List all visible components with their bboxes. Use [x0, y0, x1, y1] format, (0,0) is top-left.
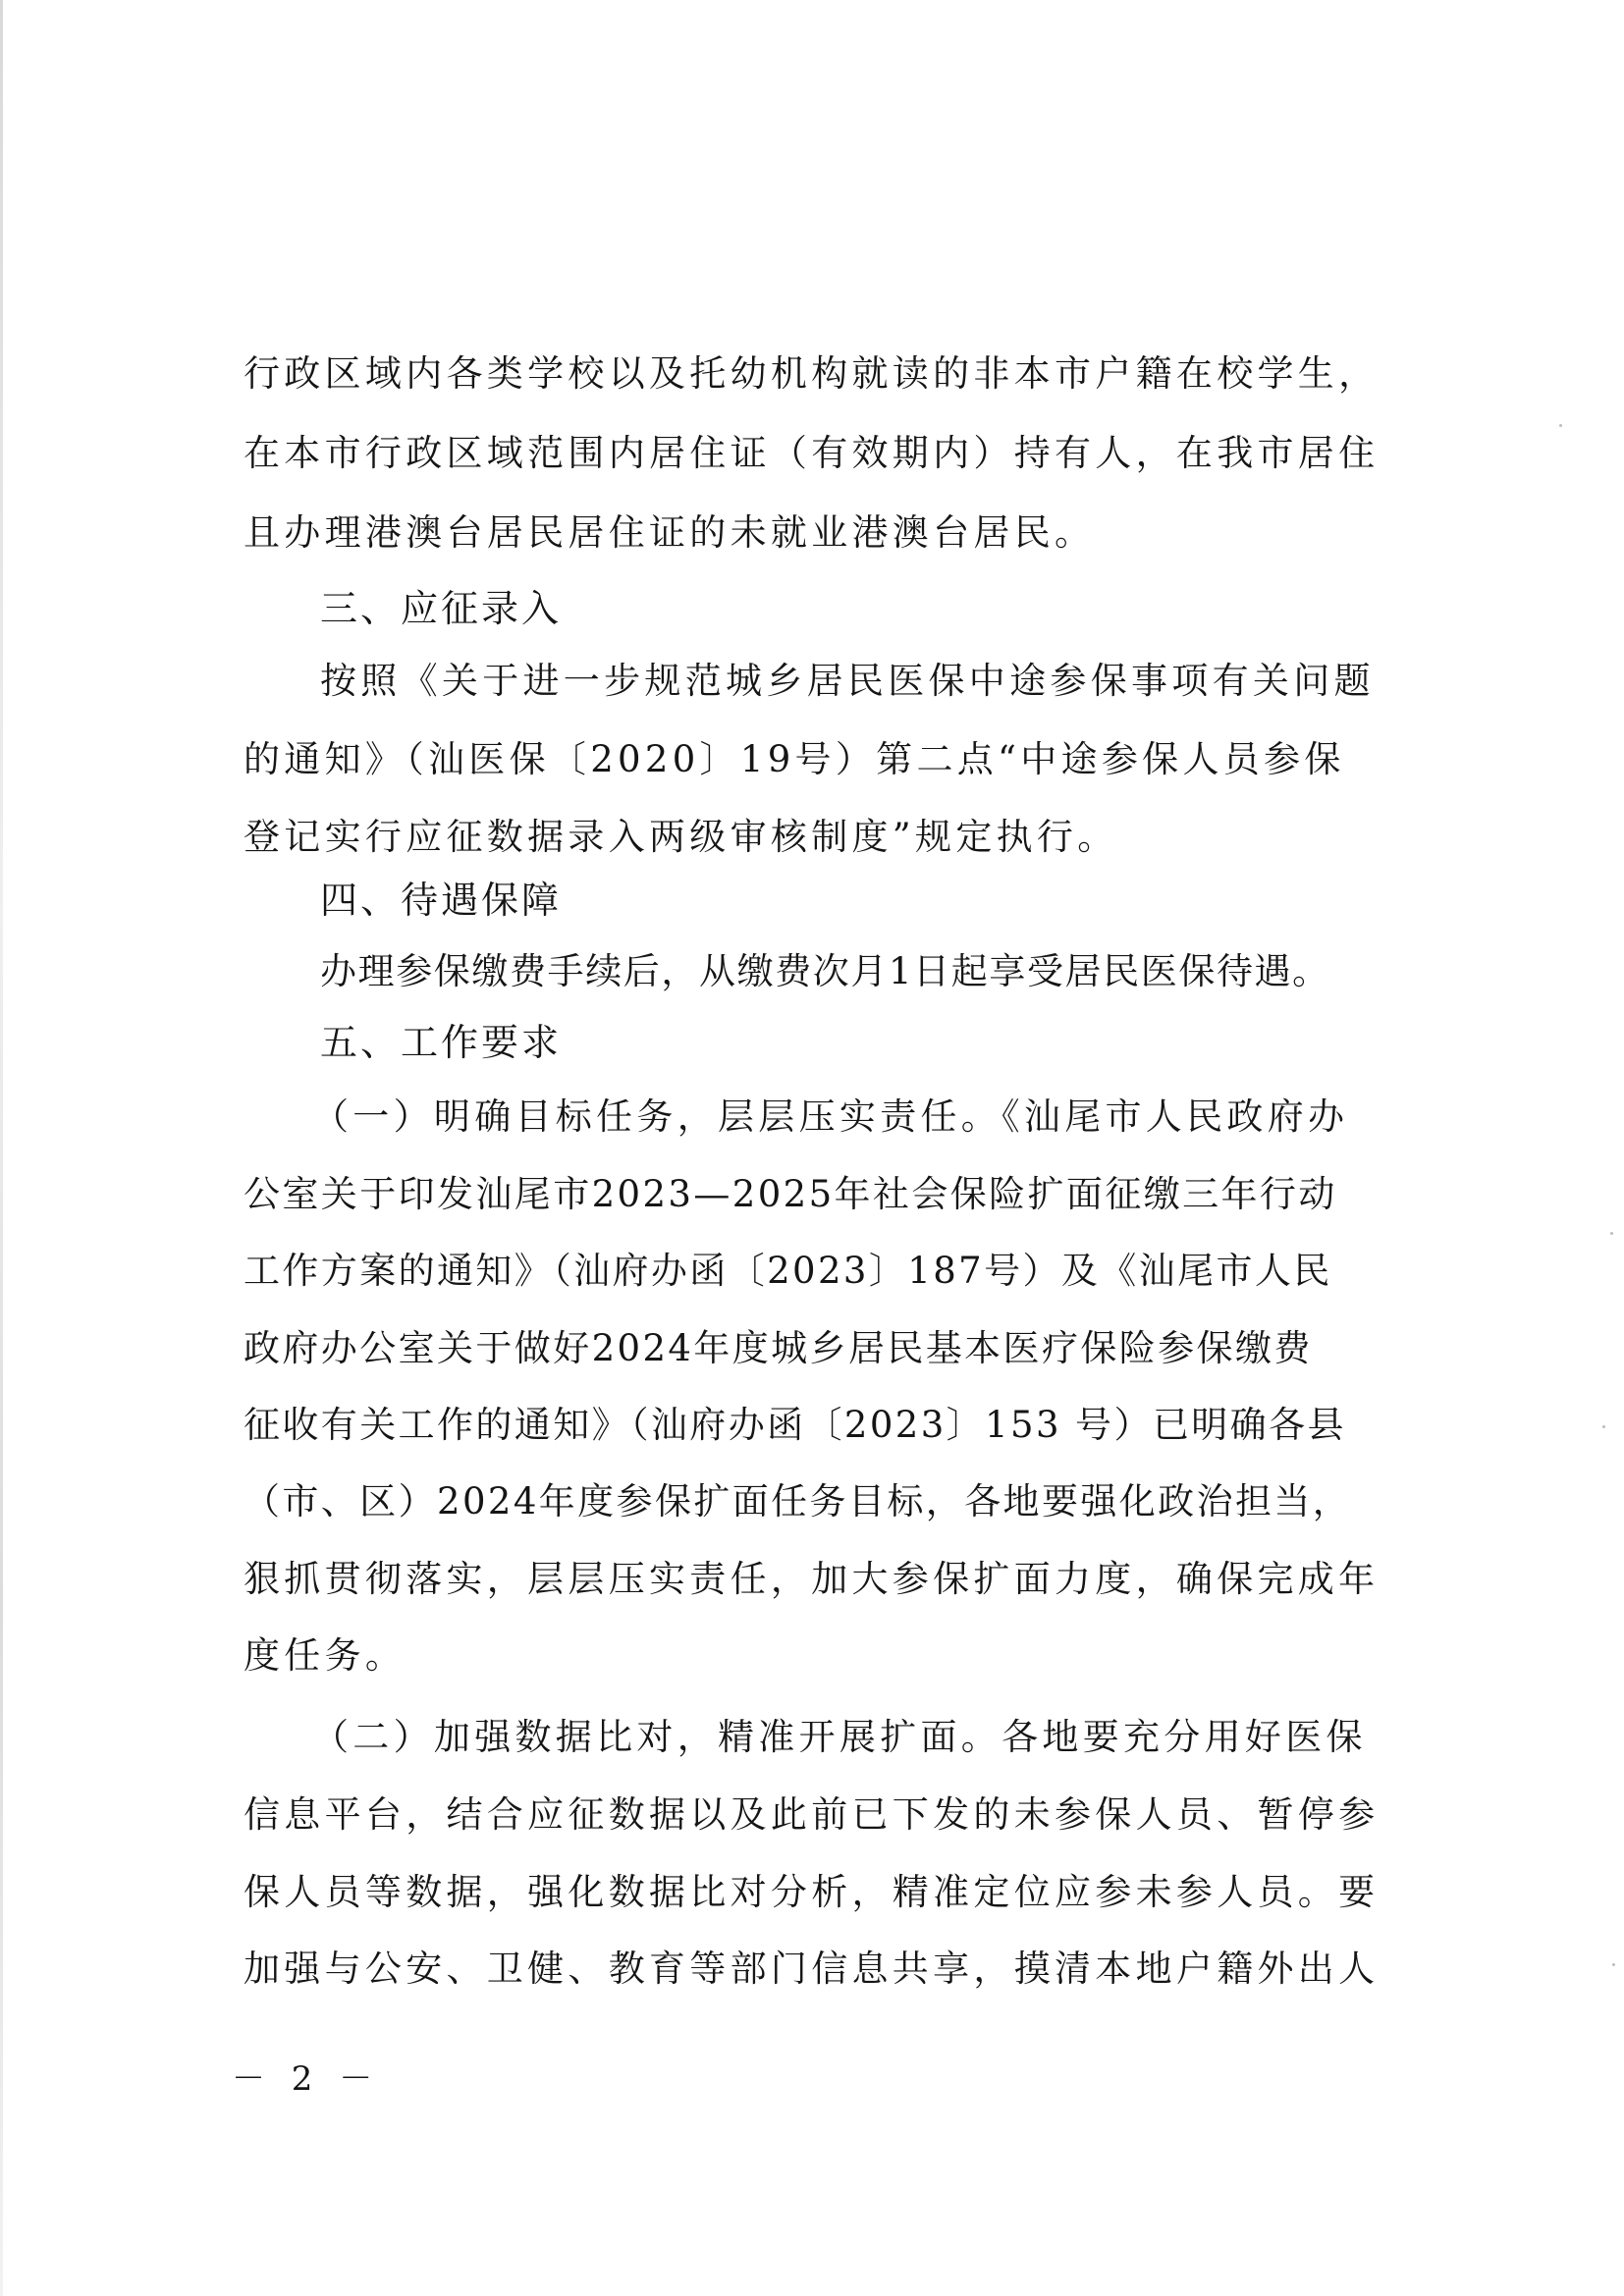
body-line: 在本市行政区域范围内居住证（有效期内）持有人，在我市居住 — [244, 432, 1380, 474]
body-line: 按照《关于进一步规范城乡居民医保中途参保事项有关问题 — [320, 660, 1375, 702]
page-number: － 2 － — [232, 2059, 381, 2099]
body-line: （二）加强数据比对，精准开展扩面。各地要充分用好医保 — [312, 1716, 1367, 1758]
body-line: 加强与公安、卫健、教育等部门信息共享，摸清本地户籍外出人 — [244, 1948, 1380, 1990]
scan-speck — [1559, 424, 1562, 427]
body-line: 且办理港澳台居民居住证的未就业港澳台居民。 — [244, 511, 1096, 554]
body-line: 政府办公室关于做好2024年度城乡居民基本医疗保险参保缴费 — [244, 1327, 1313, 1369]
body-line: 工作方案的通知》（汕府办函〔2023〕187号）及《汕尾市人民 — [244, 1250, 1332, 1292]
scan-edge — [0, 0, 3, 2296]
scan-speck — [1602, 1425, 1605, 1428]
body-line: 信息平台，结合应征数据以及此前已下发的未参保人员、暂停参 — [244, 1793, 1380, 1836]
section-heading-4: 四、待遇保障 — [320, 879, 563, 922]
body-line: 行政区域内各类学校以及托幼机构就读的非本市户籍在校学生， — [244, 352, 1380, 395]
body-line: （市、区）2024年度参保扩面任务目标，各地要强化政治担当， — [244, 1480, 1352, 1522]
body-line: 度任务。 — [244, 1634, 406, 1677]
body-line: 办理参保缴费手续后，从缴费次月1日起享受居民医保待遇。 — [320, 950, 1330, 992]
body-line: 登记实行应征数据录入两级审核制度”规定执行。 — [244, 816, 1118, 858]
body-line: 征收有关工作的通知》（汕府办函〔2023〕153 号）已明确各县 — [244, 1404, 1346, 1446]
body-line: 的通知》（汕医保〔2020〕19号）第二点“中途参保人员参保 — [244, 738, 1345, 780]
section-heading-3: 三、应征录入 — [320, 587, 563, 630]
body-line: 保人员等数据，强化数据比对分析，精准定位应参未参人员。要 — [244, 1871, 1380, 1913]
body-line: （一）明确目标任务，层层压实责任。《汕尾市人民政府办 — [312, 1095, 1349, 1138]
body-line: 公室关于印发汕尾市2023—2025年社会保险扩面征缴三年行动 — [244, 1173, 1337, 1215]
section-heading-5: 五、工作要求 — [320, 1021, 563, 1064]
scan-speck — [1612, 1963, 1615, 1966]
body-line: 狠抓贯彻落实，层层压实责任，加大参保扩面力度，确保完成年 — [244, 1558, 1380, 1600]
scan-speck — [1610, 1232, 1613, 1235]
